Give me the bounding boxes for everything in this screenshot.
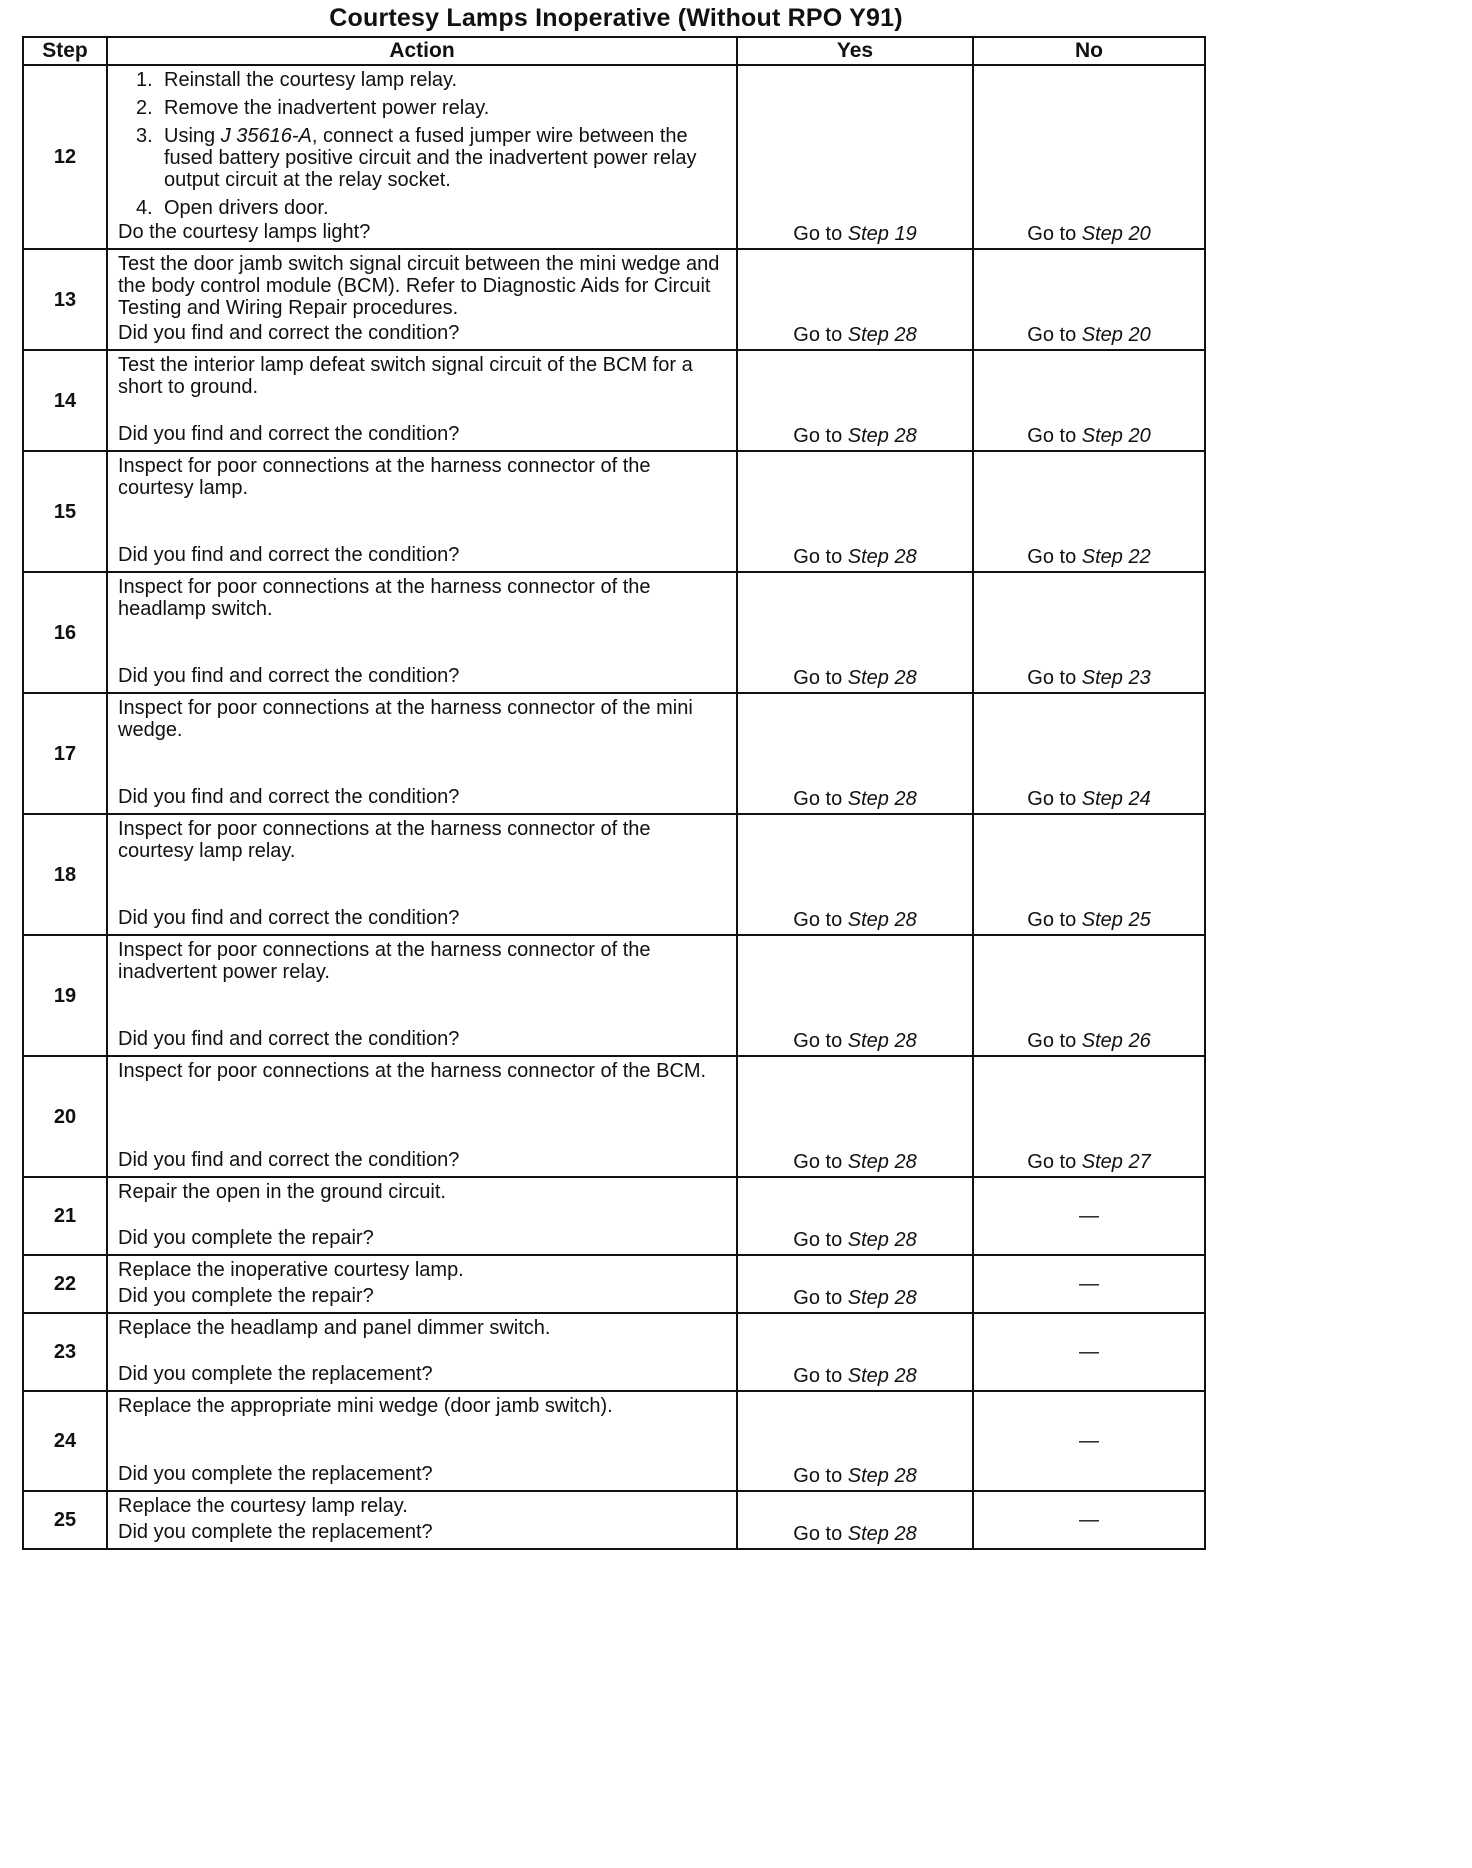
step-number: 19 <box>23 935 107 1056</box>
no-cell: Go to Step 20 <box>973 65 1205 249</box>
yes-target: Step 28 <box>847 788 917 810</box>
question-text: Did you complete the repair? <box>118 1227 374 1249</box>
yes-cell: Go to Step 28 <box>737 1056 973 1177</box>
table-row <box>23 572 1205 693</box>
yes-target: Step 28 <box>847 1030 917 1052</box>
question-text: Did you complete the replacement? <box>118 1521 433 1543</box>
no-cell-dash: — <box>973 1177 1205 1255</box>
no-cell: Go to Step 23 <box>973 572 1205 693</box>
action-cell <box>107 249 737 350</box>
yes-target: Step 28 <box>847 425 917 447</box>
list-item: 4. Open drivers door. <box>136 197 329 219</box>
action-steps-list <box>118 69 730 219</box>
table-row <box>23 1177 1205 1255</box>
no-cell-dash: — <box>973 1391 1205 1491</box>
no-cell: Go to Step 24 <box>973 693 1205 814</box>
yes-cell: Go to Step 28 <box>737 693 973 814</box>
step-number: 22 <box>23 1255 107 1313</box>
table-row <box>23 1056 1205 1177</box>
yes-cell: Go to Step 28 <box>737 1491 973 1549</box>
list-item: 3. Using J 35616-A, connect a fused jumper wire between the fused battery positive circuit and the inadvertent power relay output circuit at the relay socket. <box>136 125 697 191</box>
action-cell <box>107 451 737 572</box>
question-text: Did you find and correct the condition? <box>118 544 460 566</box>
no-target: Step 20 <box>1081 223 1151 245</box>
table-row <box>23 1391 1205 1491</box>
table-row <box>23 350 1205 451</box>
yes-cell: Go to Step 28 <box>737 249 973 350</box>
no-cell: Go to Step 20 <box>973 249 1205 350</box>
question-text: Did you complete the repair? <box>118 1285 374 1307</box>
yes-cell: Go to Step 28 <box>737 814 973 935</box>
yes-cell: Go to Step 28 <box>737 1391 973 1491</box>
header-yes: Yes <box>737 37 973 65</box>
yes-target: Step 28 <box>847 667 917 689</box>
action-text: Inspect for poor connections at the harness connector of the BCM. <box>118 1060 707 1082</box>
header-no: No <box>973 37 1205 65</box>
step-number: 15 <box>23 451 107 572</box>
yes-target: Step 19 <box>847 223 917 245</box>
yes-target: Step 28 <box>847 1523 917 1545</box>
no-target: Step 20 <box>1081 425 1151 447</box>
table-row <box>23 249 1205 350</box>
no-target: Step 23 <box>1081 667 1151 689</box>
step-number: 21 <box>23 1177 107 1255</box>
step-number: 16 <box>23 572 107 693</box>
action-text: Test the door jamb switch signal circuit between the mini wedge and the body control module (BCM). Refer to Diagnostic Aids for Circuit Testing and Wiring Repair procedures. <box>118 253 720 319</box>
yes-cell: Go to Step 28 <box>737 1255 973 1313</box>
yes-target: Step 28 <box>847 1151 917 1173</box>
question-text: Did you find and correct the condition? <box>118 322 460 344</box>
no-cell: Go to Step 20 <box>973 350 1205 451</box>
question-text: Did you find and correct the condition? <box>118 665 460 687</box>
no-target: Step 24 <box>1081 788 1151 810</box>
yes-target: Step 28 <box>847 1365 917 1387</box>
yes-cell: Go to Step 28 <box>737 350 973 451</box>
no-cell: Go to Step 27 <box>973 1056 1205 1177</box>
action-cell <box>107 1313 737 1391</box>
header-action: Action <box>107 37 737 65</box>
yes-cell: Go to Step 28 <box>737 1177 973 1255</box>
diagnostic-table <box>22 36 1206 1550</box>
question-text: Did you complete the replacement? <box>118 1363 433 1385</box>
action-text: Inspect for poor connections at the harness connector of the inadvertent power relay. <box>118 939 651 983</box>
action-cell <box>107 572 737 693</box>
table-row <box>23 1255 1205 1313</box>
action-cell <box>107 693 737 814</box>
yes-target: Step 28 <box>847 1465 917 1487</box>
table-row <box>23 1491 1205 1549</box>
no-target: Step 25 <box>1081 909 1151 931</box>
yes-target: Step 28 <box>847 909 917 931</box>
action-text: Replace the courtesy lamp relay. <box>118 1495 408 1517</box>
table-header-row <box>23 37 1205 65</box>
step-number: 24 <box>23 1391 107 1491</box>
action-text: Inspect for poor connections at the harness connector of the headlamp switch. <box>118 576 651 620</box>
action-text: Inspect for poor connections at the harness connector of the courtesy lamp. <box>118 455 651 499</box>
no-target: Step 20 <box>1081 324 1151 346</box>
step-number: 18 <box>23 814 107 935</box>
action-text: Replace the inoperative courtesy lamp. <box>118 1259 464 1281</box>
yes-cell: Go to Step 28 <box>737 935 973 1056</box>
step-number: 23 <box>23 1313 107 1391</box>
list-item: 1. Reinstall the courtesy lamp relay. <box>136 69 458 91</box>
yes-target: Step 28 <box>847 324 917 346</box>
page-title: Courtesy Lamps Inoperative (Without RPO Y91) <box>329 4 903 32</box>
question-text: Did you find and correct the condition? <box>118 786 460 808</box>
yes-cell: Go to Step 28 <box>737 1313 973 1391</box>
action-cell <box>107 1255 737 1313</box>
action-text: Repair the open in the ground circuit. <box>118 1181 446 1203</box>
table-row <box>23 65 1205 249</box>
action-cell <box>107 1177 737 1255</box>
yes-target: Step 28 <box>847 546 917 568</box>
action-text: Replace the headlamp and panel dimmer switch. <box>118 1317 551 1339</box>
question-text: Did you find and correct the condition? <box>118 907 460 929</box>
table-row <box>23 1313 1205 1391</box>
step-number: 13 <box>23 249 107 350</box>
no-cell-dash: — <box>973 1491 1205 1549</box>
no-target: Step 26 <box>1081 1030 1151 1052</box>
action-cell <box>107 1491 737 1549</box>
no-cell: Go to Step 26 <box>973 935 1205 1056</box>
action-cell <box>107 350 737 451</box>
yes-target: Step 28 <box>847 1287 917 1309</box>
table-row <box>23 814 1205 935</box>
question-text: Do the courtesy lamps light? <box>118 221 371 243</box>
tool-number: J 35616-A <box>220 125 312 147</box>
yes-cell: Go to Step 28 <box>737 572 973 693</box>
no-target: Step 27 <box>1081 1151 1151 1173</box>
no-cell: Go to Step 25 <box>973 814 1205 935</box>
question-text: Did you complete the replacement? <box>118 1463 433 1485</box>
step-number: 17 <box>23 693 107 814</box>
no-cell: Go to Step 22 <box>973 451 1205 572</box>
header-step: Step <box>23 37 107 65</box>
action-cell <box>107 935 737 1056</box>
no-target: Step 22 <box>1081 546 1151 568</box>
table-row <box>23 935 1205 1056</box>
question-text: Did you find and correct the condition? <box>118 423 460 445</box>
no-cell-dash: — <box>973 1313 1205 1391</box>
step-number: 20 <box>23 1056 107 1177</box>
step-number: 12 <box>23 65 107 249</box>
yes-cell: Go to Step 19 <box>737 65 973 249</box>
yes-cell: Go to Step 28 <box>737 451 973 572</box>
action-cell <box>107 814 737 935</box>
action-cell <box>107 65 737 249</box>
list-item: 2. Remove the inadvertent power relay. <box>136 97 490 119</box>
table-row <box>23 451 1205 572</box>
action-cell <box>107 1056 737 1177</box>
table-row <box>23 693 1205 814</box>
yes-target: Step 28 <box>847 1229 917 1251</box>
action-text: Test the interior lamp defeat switch signal circuit of the BCM for a short to ground. <box>118 354 693 398</box>
question-text: Did you find and correct the condition? <box>118 1149 460 1171</box>
action-text: Replace the appropriate mini wedge (door jamb switch). <box>118 1395 613 1417</box>
action-text: Inspect for poor connections at the harness connector of the courtesy lamp relay. <box>118 818 651 862</box>
step-number: 25 <box>23 1491 107 1549</box>
action-cell <box>107 1391 737 1491</box>
question-text: Did you find and correct the condition? <box>118 1028 460 1050</box>
step-number: 14 <box>23 350 107 451</box>
action-text: Inspect for poor connections at the harness connector of the mini wedge. <box>118 697 693 741</box>
no-cell-dash: — <box>973 1255 1205 1313</box>
